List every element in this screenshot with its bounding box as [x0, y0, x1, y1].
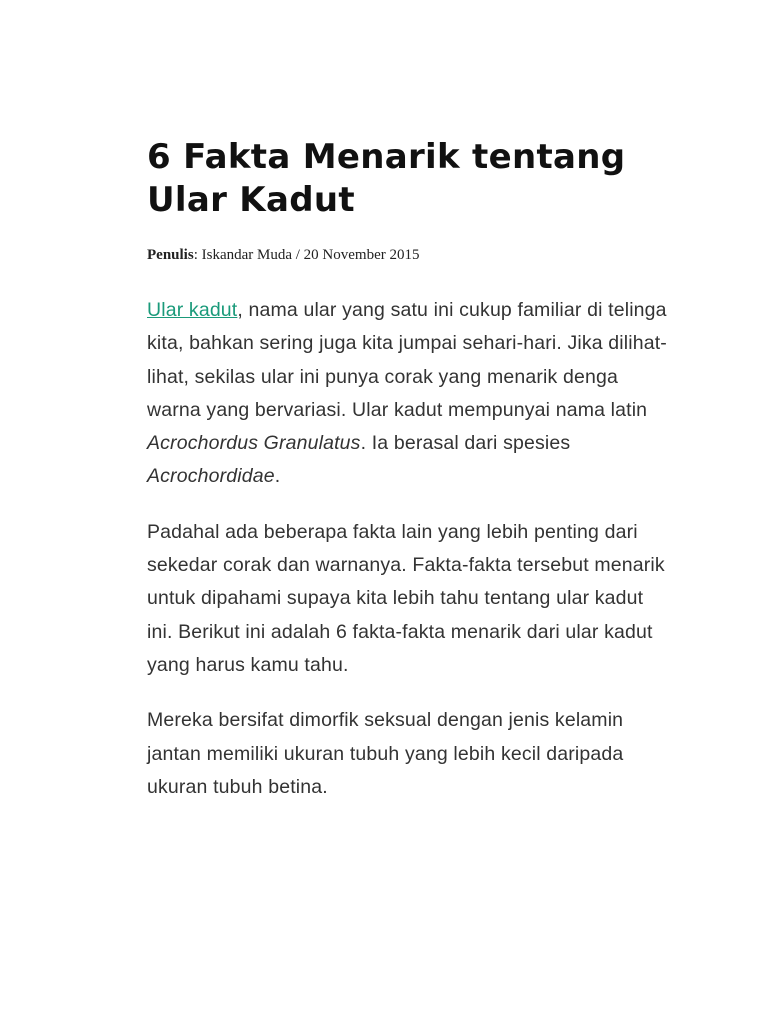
byline-date: 20 November 2015: [303, 247, 420, 263]
article-title: 6 Fakta Menarik tentang Ular Kadut: [147, 137, 626, 220]
intro-text-b: . Ia berasal dari spesies: [360, 432, 571, 455]
intro-text-a: , nama ular yang satu ini cukup familiar di telinga kita, bahkan sering juga kita jumpai sehari-hari. Jika dilihat-lihat, sekilas ular ini punya corak yang menarik denga warna yang bervariasi. Ular kadut mempunyai nama latin: [147, 299, 667, 421]
byline-author: Iskandar Muda: [201, 247, 292, 263]
byline-label: Penulis: [147, 247, 194, 263]
paragraph-intro: [147, 294, 667, 494]
byline-separator: :: [193, 247, 202, 263]
byline-divider: /: [292, 247, 304, 263]
latin-name: Acrochordus Granulatus: [147, 432, 361, 455]
intro-text-c: .: [274, 465, 281, 488]
byline: [147, 247, 667, 264]
paragraph-facts-intro: Padahal ada beberapa fakta lain yang lebih penting dari sekedar corak dan warnanya. Fakta-fakta tersebut menarik untuk dipahami supaya kita lebih tahu tentang ular kadut ini. Berikut ini adalah 6 fakta-fakta menarik dari ular kadut yang harus kamu tahu.: [147, 520, 665, 676]
article: [147, 136, 667, 804]
paragraph-dimorphism: Mereka bersifat dimorfik seksual dengan jenis kelamin jantan memiliki ukuran tubuh yang lebih kecil daripada ukuran tubuh betina.: [147, 709, 624, 798]
ular-kadut-link[interactable]: Ular kadut: [147, 299, 238, 321]
family-name: Acrochordidae: [147, 465, 275, 488]
